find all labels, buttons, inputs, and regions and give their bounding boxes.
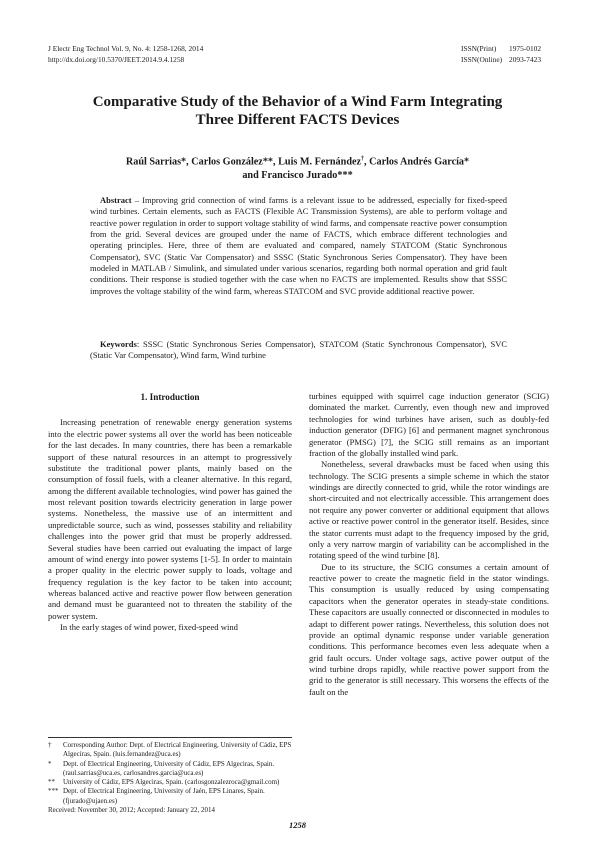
keywords	[90, 339, 507, 362]
section-heading-introduction: 1. Introduction	[140, 392, 200, 402]
footnote-text: Corresponding Author: Dept. of Electrical Engineering, University of Cádiz, EPS Algeciras, Spain. (luis.fernandez@uca.es)	[63, 741, 292, 759]
footnote-mark: †	[48, 741, 52, 749]
footnote-text: University of Cádiz, EPS Algeciras, Spain. (carlosgonzalezroca@gmail.com)	[63, 778, 280, 787]
issn-print-label: ISSN(Print)	[461, 44, 497, 53]
intro-paragraph-3: Nonetheless, several drawbacks must be faced when using this technology. The SCIG presents a simple scheme in which the stator windings are directly connected to grid, while the rotor windings are short-circuited and not electrically accessible. This arrangement does not require any power converter or additional equipment that allows active or reactive power control in the generator itself. Besides, since the stator currents must adapt to the frequency imposed by the grid, only a very narrow margin of variability can be accomplished in the rotating speed of the wind turbine [8].	[309, 459, 549, 561]
footnote-item	[48, 778, 292, 787]
doi-link[interactable]: http://dx.doi.org/10.5370/JEET.2014.9.4.1258	[48, 54, 185, 64]
paper-title	[40, 93, 555, 129]
running-header-right	[461, 44, 541, 65]
issn-online-label: ISSN(Online)	[461, 54, 503, 64]
footnote-item	[48, 741, 292, 760]
page-number: 1258	[289, 820, 306, 830]
issn-online-row	[461, 55, 541, 66]
left-column	[48, 392, 292, 634]
intro-paragraph-1: Increasing penetration of renewable energy generation systems into the electric power systems all over the world has been noticeable for the last decades. In many countries, there has been a remarkable support of these natural resources in an attempt to progressively substitute the traditional power plants, mainly based on the consumption of fossil fuels, with a cleaner alternative. In this regard, among the different available technologies, wind power has gained the most relevant position towards electricity generation in large power systems. Nonetheless, the massive use of an intermittent and unpredictable source, such as wind, possesses stability and reliability challenges into the power grid that must be properly addressed. Several studies have been carried out evaluating the impact of large amount of wind energy into power systems [1-5]. In order to maintain a proper quality in the electric power supply to loads, voltage and frequency regulation is the key factor to be taken into account; whereas balanced active and reactive power flow between generation and demand must be guaranteed not to threaten the stability of the power system.	[48, 417, 292, 621]
received-accepted-dates: Received: November 30, 2012; Accepted: January 22, 2014	[48, 806, 215, 815]
abstract-text: – Improving grid connection of wind farms is a relevant issue to be addressed, especially for fixed-speed wind turbines. Certain elements, such as FACTS (Flexible AC Transmission Systems), are able to perform voltage and reactive power regulation in order to support voltage stability of wind farms, and compensate reactive power consumption from the grid. Several devices are grouped under the name of FACTS, which embrace different technologies and operating principles. Here, three of them are evaluated and compared, namely STATCOM (Static Synchronous Compensator), SVC (Static Var Compensator) and SSSC (Static Synchronous Series Compensator). They have been modeled in MATLAB / Simulink, and simulated under various scenarios, regarding both normal operation and grid fault conditions. Their response is studied together with the case when no FACTS are implemented. Results show that SSSC improves the voltage stability of the wind farm, whereas STATCOM and SVC provide additional reactive power.	[90, 195, 507, 296]
footnote-item	[48, 787, 292, 806]
footnote-mark: ***	[48, 787, 59, 796]
journal-citation: J Electr Eng Technol Vol. 9, No. 4: 1258-1268, 2014	[48, 44, 204, 53]
title-line-1: Comparative Study of the Behavior of a Wind Farm Integrating	[92, 94, 503, 110]
issn-print-value: 1975-0102	[509, 44, 542, 53]
authors-line-1-b: , Carlos Andrés García*	[364, 156, 470, 168]
intro-paragraph-4: Due to its structure, the SCIG consumes a certain amount of reactive power to create the magnetic field in the stator windings. This consumption is usually reduced by using compensating capacitors when the generator operates in steady-state conditions. These capacitors are usually connected or disconnected in modules to adapt to different power ratings. Nevertheless, this solution does not provide an optimal dynamic response under variable generation conditions. This performance becomes even less adequate when a grid fault occurs. Under voltage sags, active power output of the wind turbine drops rapidly, while reactive power support from the grid to the generator is still necessary. This worsens the effects of the fault on the	[309, 561, 549, 697]
author-list	[40, 153, 555, 182]
footnote-text: Dept. of Electrical Engineering, University of Cádiz, EPS Algeciras, Spain. (raul.sarrias@uca.es, carlosandres.garcia@uca.es)	[63, 759, 275, 777]
issn-online-value: 2093-7423	[509, 54, 542, 64]
footnote-mark: *	[48, 759, 52, 768]
abstract-label: Abstract	[100, 195, 132, 205]
footnote-item	[48, 760, 292, 779]
intro-paragraph-2-continued: turbines equipped with squirrel cage induction generator (SCIG) dominated the market. Currently, even though new and improved technologies for wind turbines have arisen, such as doubly-fed induction generator (DFIG) [6] and permanent magnet synchronous generator (PMSG) [7], the SCIG still remains as an important fraction of the globally installed wind park.	[309, 391, 549, 458]
intro-paragraph-2-start: In the early stages of wind power, fixed-speed wind	[60, 622, 238, 633]
authors-line-2: and Francisco Jurado***	[242, 169, 353, 181]
abstract	[90, 195, 507, 297]
authors-line-1-a: Raúl Sarrias*, Carlos González**, Luis M. Fernández	[125, 156, 362, 168]
footnotes	[48, 741, 292, 815]
footnote-mark: **	[48, 778, 55, 787]
authors-line-1	[40, 153, 555, 169]
corresponding-author-mark: †	[361, 156, 365, 162]
issn-print-row	[461, 44, 541, 55]
footnote-text: Dept. of Electrical Engineering, University of Jaén, EPS Linares, Spain. (fjurado@ujaen.es)	[63, 787, 265, 805]
right-column	[309, 391, 549, 698]
keywords-text: : SSSC (Static Synchronous Series Compensator), STATCOM (Static Synchronous Compensator), SVC (Static Var Compensator), Wind farm, Wind turbine	[90, 339, 507, 361]
title-line-2: Three Different FACTS Devices	[195, 112, 400, 128]
keywords-label: Keywords	[100, 339, 137, 349]
running-header-left	[48, 44, 203, 65]
footnote-divider	[48, 737, 292, 738]
